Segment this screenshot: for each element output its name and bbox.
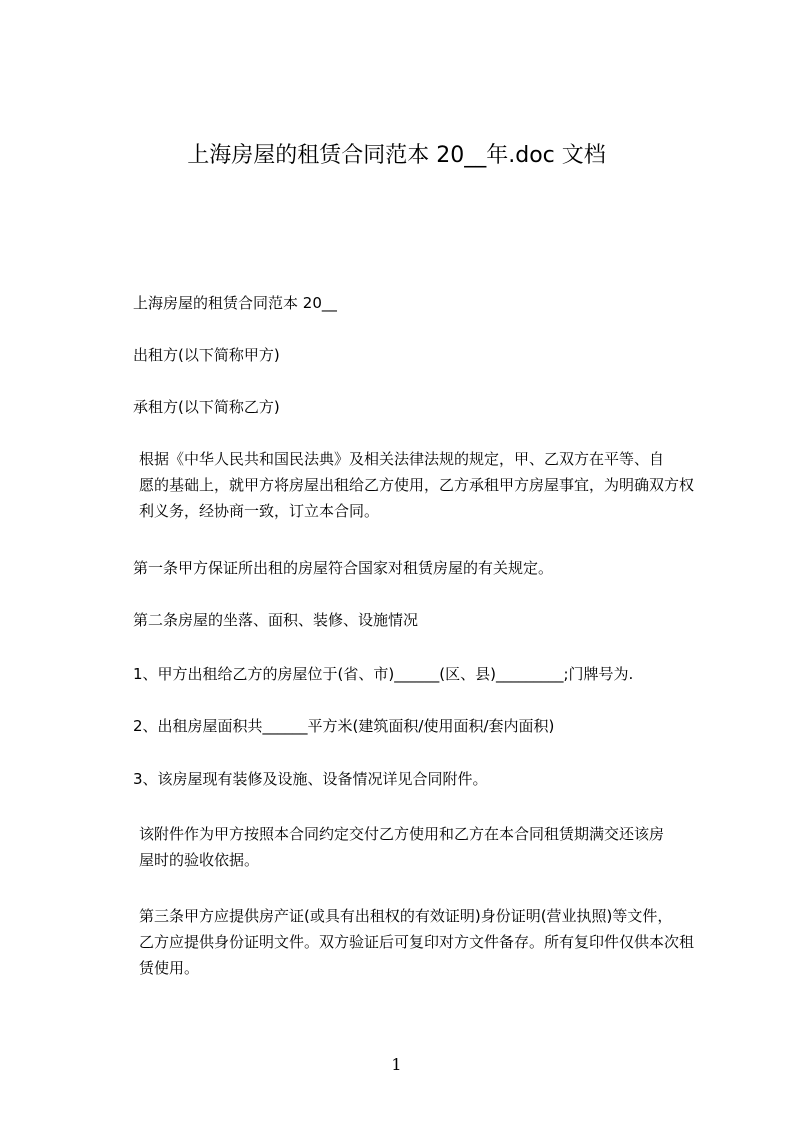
- contract-heading: 上海房屋的租赁合同范本 20__: [133, 294, 337, 312]
- preamble-paragraph: [133, 446, 725, 524]
- preamble-line-3: 利义务，经协商一致，订立本合同。: [139, 502, 380, 520]
- article-3-line-3: 赁使用。: [139, 959, 200, 977]
- document-title: 上海房屋的租赁合同范本 20__年.doc 文档: [187, 143, 606, 168]
- article-2-item-2: 2、出租房屋面积共______平方米(建筑面积/使用面积/套内面积): [133, 717, 555, 735]
- article-2-item-3: 3、该房屋现有装修及设施、设备情况详见合同附件。: [133, 770, 488, 788]
- attachment-line-2: 屋时的验收依据。: [139, 851, 260, 869]
- article-3: [133, 903, 725, 981]
- page-number: 1: [391, 1055, 402, 1074]
- attachment-line-1: 该附件作为甲方按照本合同约定交付乙方使用和乙方在本合同租赁期满交还该房: [139, 825, 665, 843]
- lessee-line: 承租方(以下简称乙方): [133, 398, 280, 416]
- attachment-paragraph: [133, 821, 725, 873]
- article-2-heading: 第二条房屋的坐落、面积、装修、设施情况: [133, 611, 419, 629]
- article-2-item-1: 1、甲方出租给乙方的房屋位于(省、市)______(区、县)_________;门牌号为.: [133, 665, 634, 683]
- article-3-line-1: 第三条甲方应提供房产证(或具有出租权的有效证明)身份证明(营业执照)等文件，: [139, 907, 673, 925]
- preamble-line-2: 愿的基础上，就甲方将房屋出租给乙方使用，乙方承租甲方房屋事宜，为明确双方权: [139, 476, 695, 494]
- article-1: 第一条甲方保证所出租的房屋符合国家对租赁房屋的有关规定。: [133, 559, 554, 577]
- article-3-line-2: 乙方应提供身份证明文件。双方验证后可复印对方文件备存。所有复印件仅供本次租: [139, 933, 695, 951]
- preamble-line-1: 根据《中华人民共和国民法典》及相关法律法规的规定，甲、乙双方在平等、自: [139, 450, 665, 468]
- lessor-line: 出租方(以下简称甲方): [133, 346, 280, 364]
